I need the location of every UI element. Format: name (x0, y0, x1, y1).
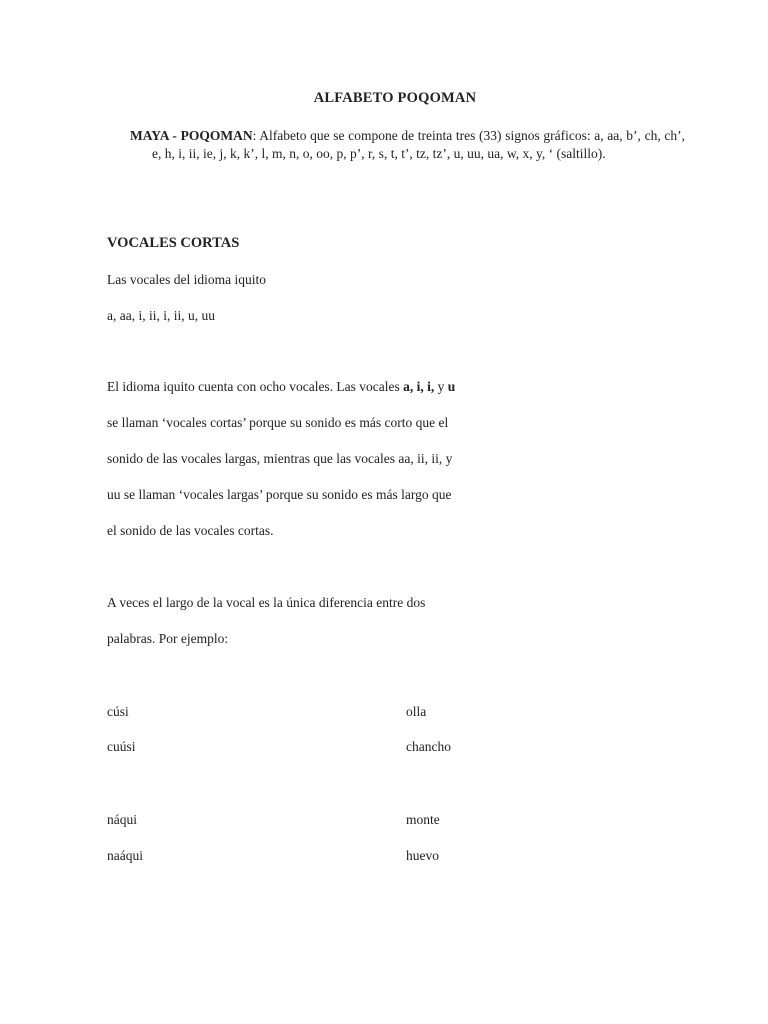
paragraph1-line3: sonido de las vocales largas, mientras que las vocales aa, ii, ii, y (107, 451, 453, 466)
paragraph2-line2: palabras. Por ejemplo: (107, 631, 229, 646)
intro-paragraph (130, 127, 685, 163)
example-meaning: huevo (406, 848, 439, 863)
example-meaning: chancho (406, 739, 451, 754)
paragraph1-line1 (107, 379, 455, 395)
paragraph1-conjunction: y (434, 379, 448, 394)
paragraph1-line2: se llaman ‘vocales cortas’ porque su sonido es más corto que el (107, 415, 449, 430)
example-word: cuúsi (107, 739, 136, 754)
paragraph1-line1-start: El idioma iquito cuenta con ocho vocales. Las vocales (107, 379, 404, 394)
example-word: naáqui (107, 848, 143, 863)
paragraph1-line4: uu se llaman ‘vocales largas’ porque su sonido es más largo que (107, 487, 452, 502)
example-word: cúsi (107, 704, 129, 719)
intro-label: MAYA - POQOMAN (130, 128, 253, 143)
vowels-list: a, aa, i, ii, i, ii, u, uu (107, 308, 215, 323)
page-title: ALFABETO POQOMAN (313, 90, 477, 106)
paragraph1-bold-u: u (447, 379, 456, 394)
paragraph1-bold-vowels: a, i, i, (403, 379, 435, 394)
vowels-intro: Las vocales del idioma iquito (107, 272, 266, 287)
example-meaning: olla (406, 704, 427, 719)
paragraph1-line5: el sonido de las vocales cortas. (107, 523, 274, 538)
section-heading: VOCALES CORTAS (107, 235, 240, 251)
paragraph2-line1: A veces el largo de la vocal es la única diferencia entre dos (107, 595, 426, 610)
example-word: náqui (107, 812, 137, 827)
example-meaning: monte (406, 812, 440, 827)
intro-text: : Alfabeto que se compone de treinta tres (33) signos gráficos: a, aa, b’, ch, ch’, e, h, i, ii, ie, j, k, k’, l, m, n, o, oo, p, p’, r, s, t, t’, tz, tz’, u, uu, ua, w, x, y, ‘ (saltillo). (152, 128, 685, 161)
